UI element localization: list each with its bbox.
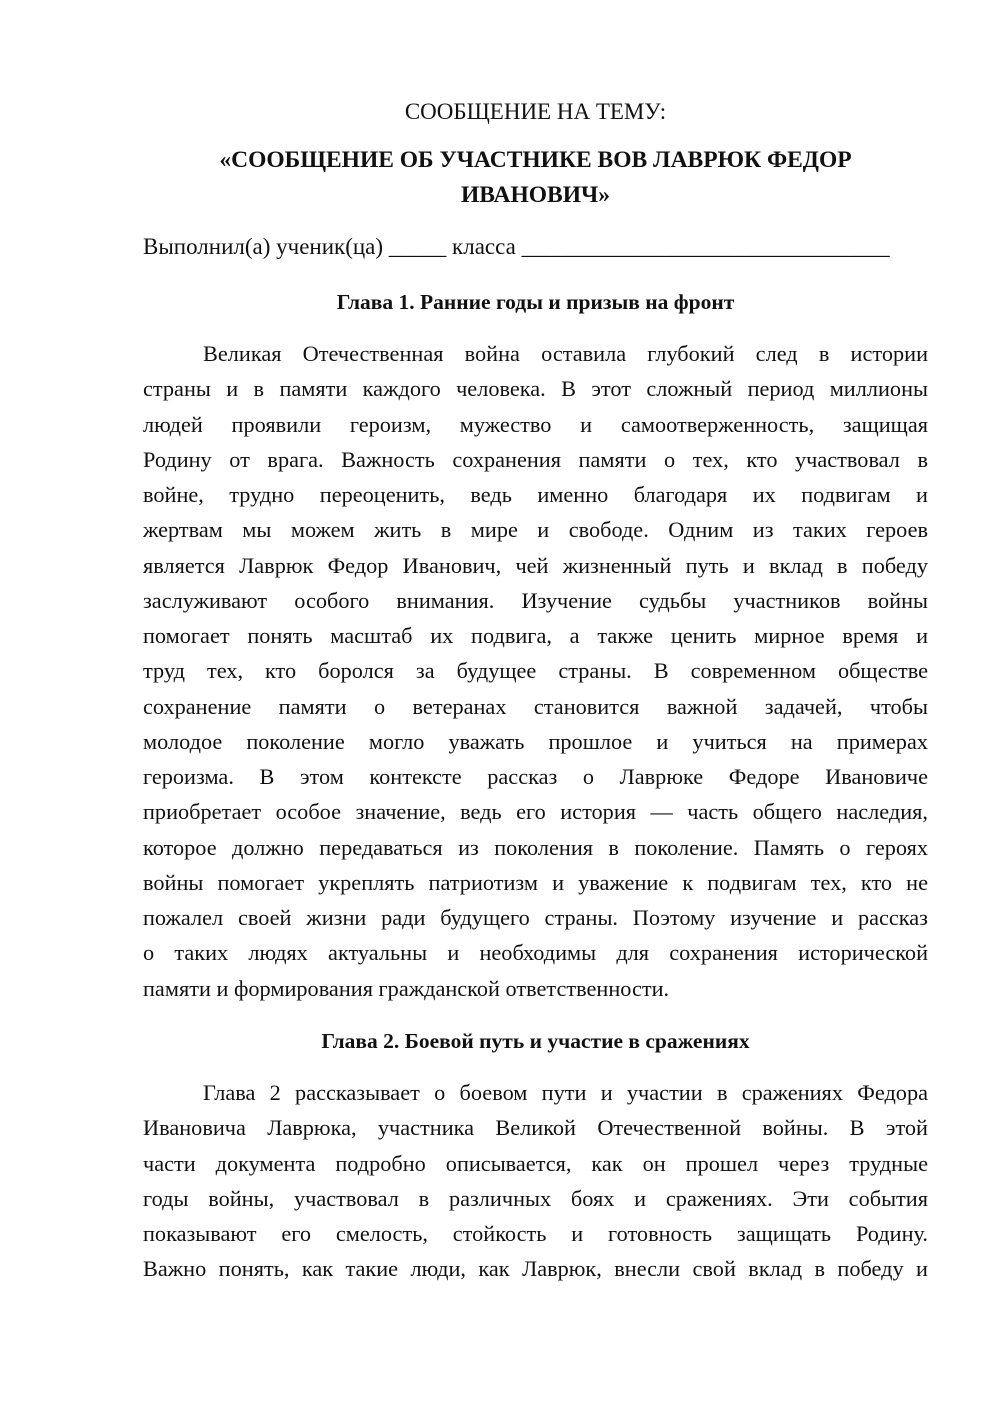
paragraph-line: Глава 2 рассказывает о боевом пути и участии в сражениях Федора [203, 1080, 928, 1105]
paragraph-line: Ивановича Лаврюка, участника Великой Отечественной войны. В этой [143, 1115, 928, 1141]
paragraph-line: пожалел своей жизни ради будущего страны. Поэтому изучение и рассказ [143, 905, 928, 930]
paragraph-line: молодое поколение могло уважать прошлое и учиться на примерах [143, 728, 928, 754]
paragraph-line: войне, трудно переоценить, ведь именно благодаря их подвигам и [143, 482, 928, 507]
topic-label: СООБЩЕНИЕ НА ТЕМУ: [404, 99, 667, 124]
paragraph-line: страны и в памяти каждого человека. В этот сложный период миллионы [143, 376, 928, 402]
paragraph-line: Родину от врага. Важность сохранения памяти о тех, кто участвовал в [143, 446, 928, 472]
paragraph-line: памяти и формирования гражданской ответственности. [143, 975, 670, 1001]
paragraph-line: Важно понять, как такие люди, как Лаврюк, внесли свой вклад в победу и [143, 1256, 928, 1282]
chapter-1-heading: Глава 1. Ранние годы и призыв на фронт [336, 290, 735, 314]
paragraph-line: жертвам мы можем жить в мире и свободе. Одним из таких героев [143, 517, 928, 543]
paragraph-line: Великая Отечественная война оставила глубокий след в истории [203, 341, 928, 366]
paragraph-line: труд тех, кто боролся за будущее страны. В современном обществе [143, 658, 928, 684]
chapter-2-paragraph [143, 1075, 928, 1287]
chapter-2-heading: Глава 2. Боевой путь и участие в сражениях [321, 1029, 750, 1053]
student-info-line: Выполнил(а) ученик(ца) _____ класса ________________________________ [143, 234, 890, 259]
paragraph-line: о таких людях актуальны и необходимы для сохранения исторической [143, 940, 928, 966]
chapter-1-paragraph [143, 336, 928, 1006]
paragraph-line: показывают его смелость, стойкость и готовность защищать Родину. [143, 1221, 928, 1246]
document-title-line-1: «СООБЩЕНИЕ ОБ УЧАСТНИКЕ ВОВ ЛАВРЮК ФЕДОР [219, 147, 852, 173]
paragraph-line: является Лаврюк Федор Иванович, чей жизненный путь и вклад в победу [143, 552, 928, 578]
paragraph-line: приобретает особое значение, ведь его история — часть общего наследия, [143, 799, 928, 825]
paragraph-line: годы войны, участвовал в различных боях и сражениях. Эти события [143, 1185, 928, 1211]
paragraph-line: помогает понять масштаб их подвига, а также ценить мирное время и [143, 623, 928, 648]
document-title-line-2: ИВАНОВИЧ» [461, 182, 610, 208]
paragraph-line: которое должно передаваться из поколения в поколение. Память о героях [143, 834, 928, 860]
paragraph-line: героизма. В этом контексте рассказ о Лаврюке Федоре Ивановиче [143, 764, 928, 789]
paragraph-line: людей проявили героизм, мужество и самоотверженность, защищая [143, 411, 928, 437]
paragraph-line: заслуживают особого внимания. Изучение судьбы участников войны [143, 587, 928, 613]
paragraph-line: сохранение памяти о ветеранах становится важной задачей, чтобы [143, 693, 928, 719]
paragraph-line: войны помогает укреплять патриотизм и уважение к подвигам тех, кто не [143, 869, 928, 895]
paragraph-line: части документа подробно описывается, как он прошел через трудные [143, 1150, 928, 1176]
